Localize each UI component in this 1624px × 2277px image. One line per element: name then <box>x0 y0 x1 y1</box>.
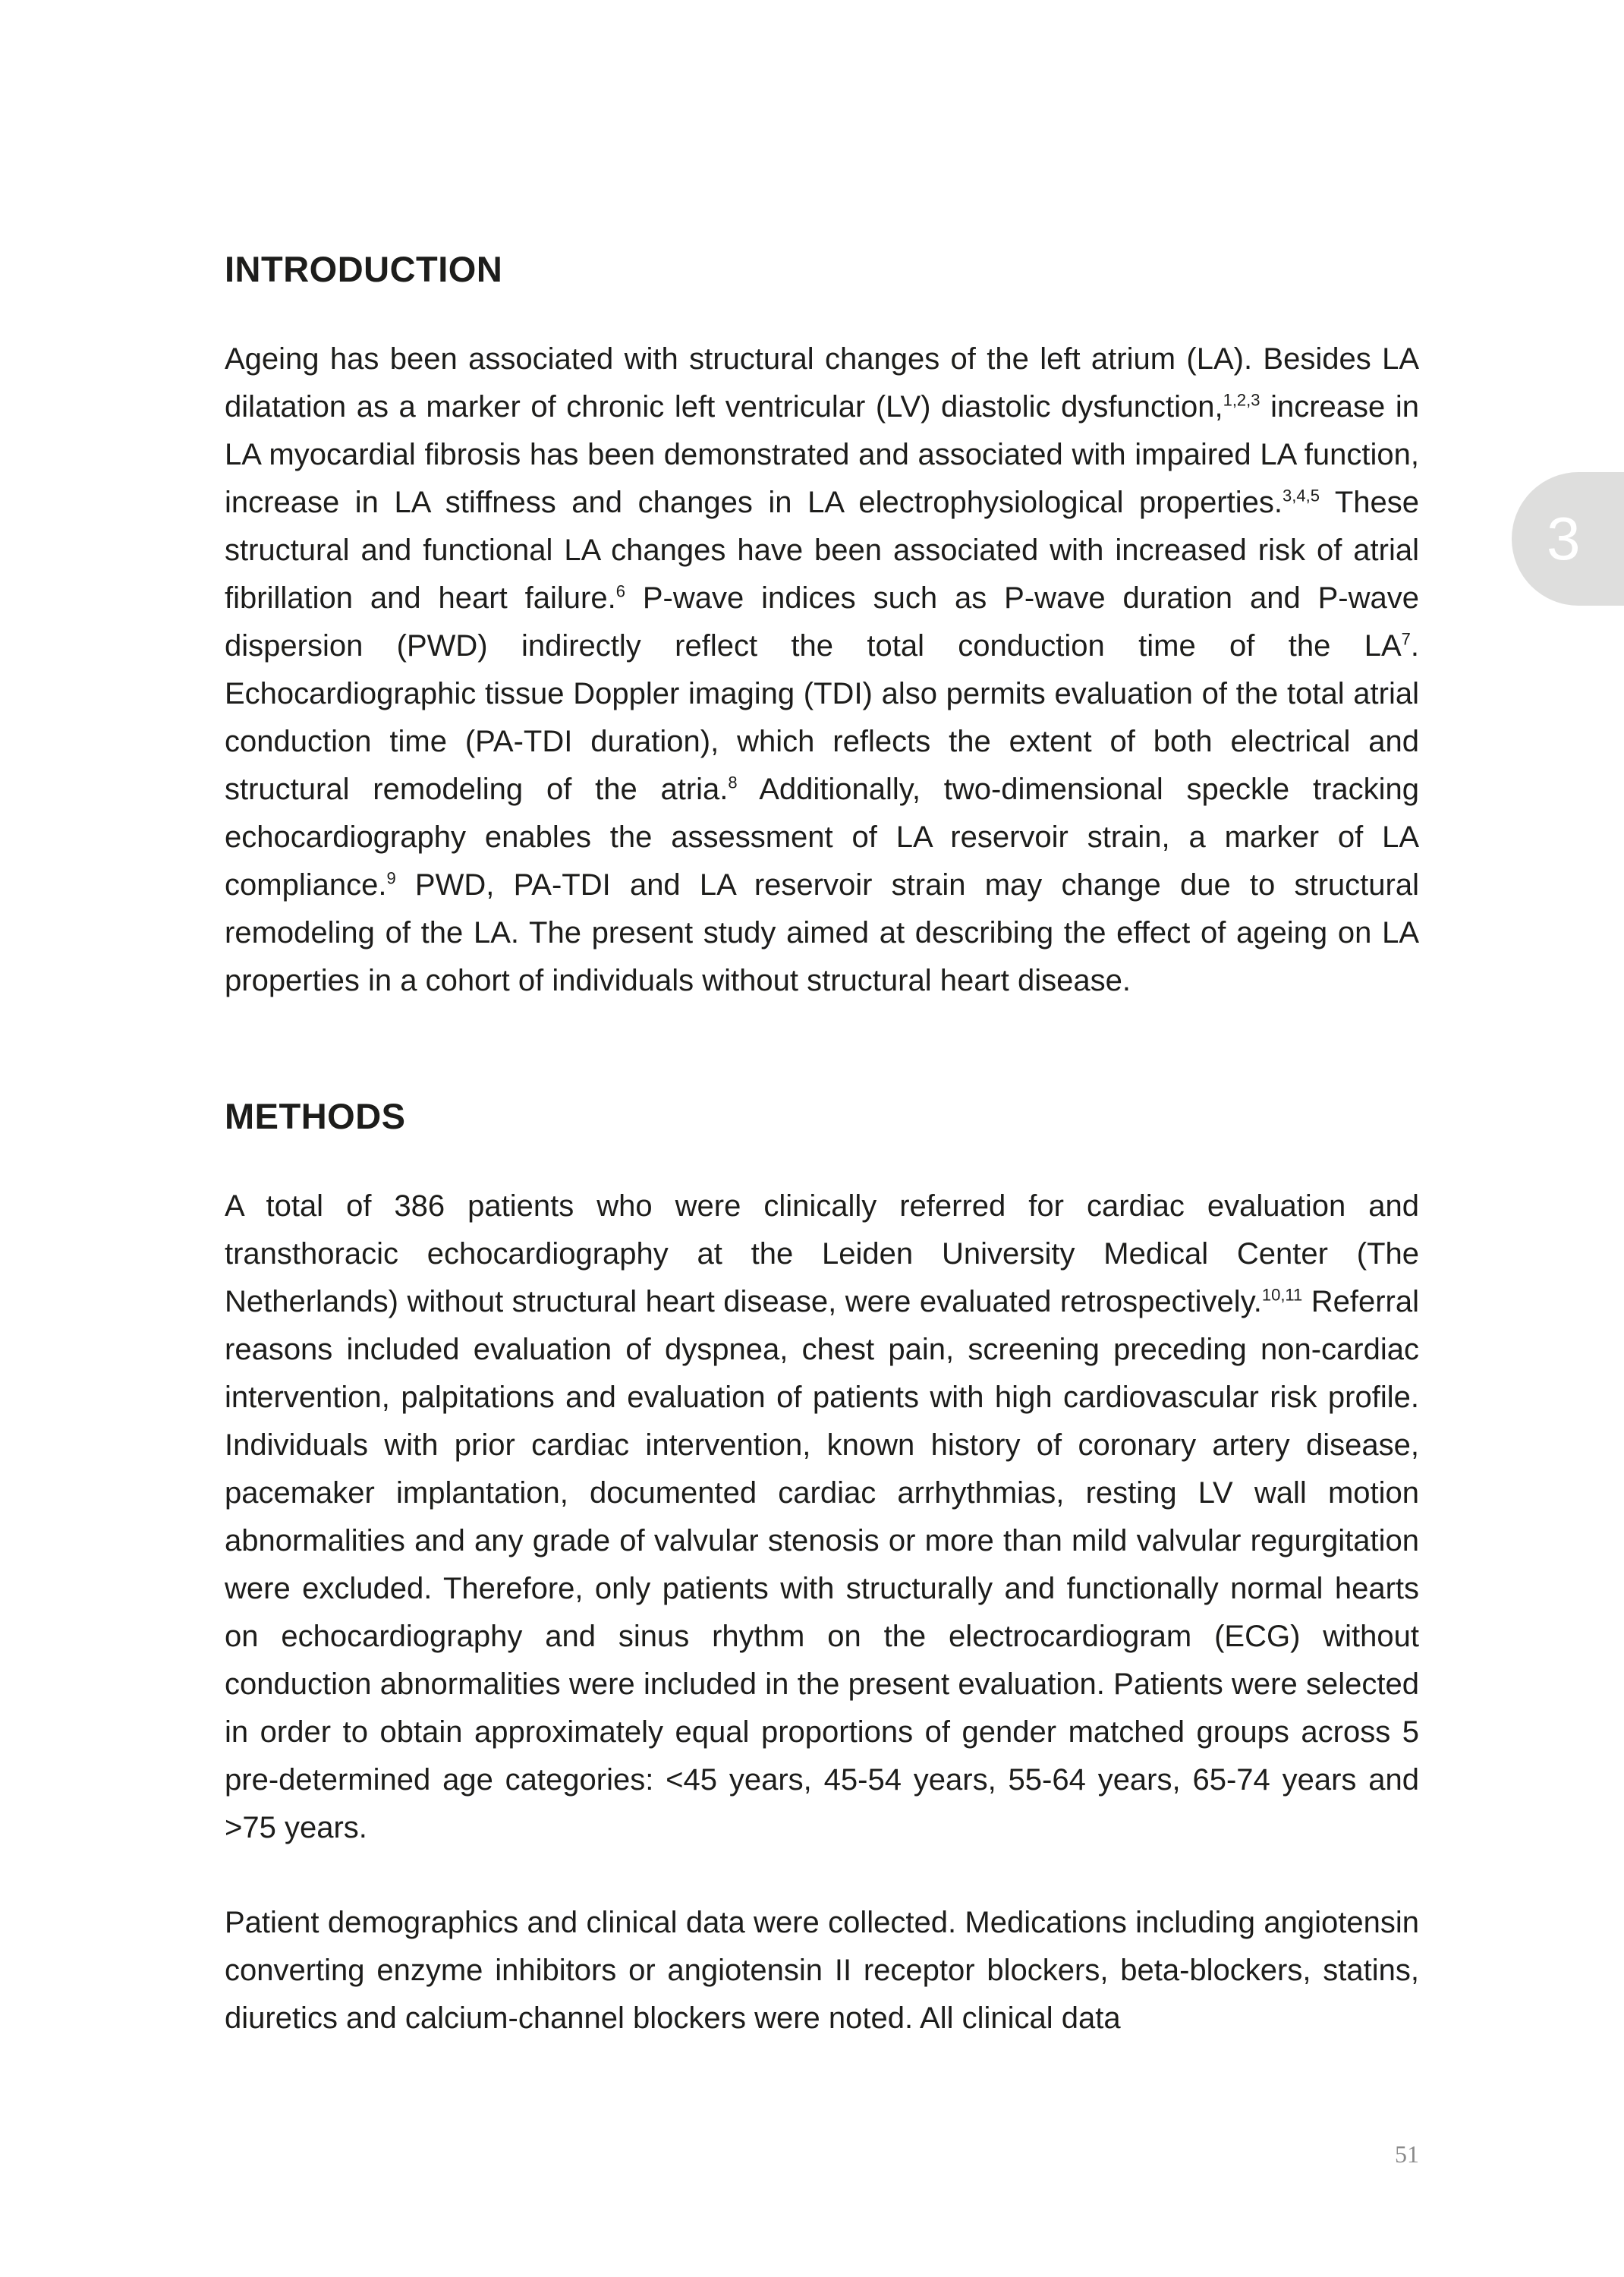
text-run: . Echocardiographic tissue Doppler imaging (TDI) also permits evaluation of the total atrial conduction time (PA-TDI duration), which reflects the extent of both electrical and structural remodeling of the atria. <box>225 629 1419 806</box>
methods-paragraph-2: Patient demographics and clinical data were collected. Medications including angiotensin converting enzyme inhibitors or angiotensin II receptor blockers, beta-blockers, statins, diuretics and calcium-channel blockers were noted. All clinical data <box>225 1906 1419 2035</box>
text-run: Ageing has been associated with structural changes of the left atrium (LA). Besides LA dilatation as a marker of chronic left ventricular (LV) diastolic dysfunction, <box>225 342 1419 424</box>
chapter-tab <box>1512 472 1624 606</box>
citation-ref: 6 <box>615 581 625 601</box>
chapter-number: 3 <box>1547 505 1581 572</box>
citation-ref: 7 <box>1401 629 1411 649</box>
methods-paragraph-1 <box>225 1183 1419 1852</box>
introduction-paragraph <box>225 335 1419 1005</box>
introduction-heading: INTRODUCTION <box>225 249 503 289</box>
citation-ref: 3,4,5 <box>1283 486 1320 505</box>
page-number: 51 <box>1395 2140 1419 2168</box>
page-content <box>225 241 1419 2042</box>
citation-ref: 8 <box>728 773 738 792</box>
text-run: A total of 386 patients who were clinically referred for cardiac evaluation and transthoracic echocardiography at the Leiden University Medical Center (The Netherlands) without structural heart disease, were evaluated retrospectively. <box>225 1189 1419 1318</box>
text-run: PWD, PA-TDI and LA reservoir strain may change due to structural remodeling of the LA. The present study aimed at describing the effect of ageing on LA properties in a cohort of individuals without structural heart disease. <box>225 868 1419 997</box>
citation-ref: 10,11 <box>1261 1285 1303 1305</box>
text-run: These structural and functional LA changes have been associated with increased risk of atrial fibrillation and heart failure. <box>225 486 1420 615</box>
citation-ref: 9 <box>386 868 396 888</box>
text-run: P-wave indices such as P-wave duration and P-wave dispersion (PWD) indirectly reflect the total conduction time of the LA <box>225 581 1419 663</box>
text-run: Referral reasons included evaluation of dyspnea, chest pain, screening preceding non-cardiac intervention, palpitations and evaluation of patients with high cardiovascular risk profile. Individuals with prior cardiac intervention, known history of coronary artery disease, pacemaker implantation, documented cardiac arrhythmias, resting LV wall motion abnormalities and any grade of valvular stenosis or more than mild valvular regurgitation were excluded. Therefore, only patients with structurally and functionally normal hearts on echocardiography and sinus rhythm on the electrocardiogram (ECG) without conduction abnormalities were included in the present evaluation. Patients were selected in order to obtain approximately equal proportions of gender matched groups across 5 pre-determined age categories: <45 years, 45-54 years, 55-64 years, 65-74 years and >75 years. <box>225 1285 1419 1844</box>
citation-ref: 1,2,3 <box>1223 390 1260 410</box>
methods-heading: METHODS <box>225 1096 406 1136</box>
text-run: Additionally, two-dimensional speckle tracking echocardiography enables the assessment of LA reservoir strain, a marker of LA compliance. <box>225 773 1419 902</box>
text-run: increase in LA myocardial fibrosis has been demonstrated and associated with impaired LA function, increase in LA stiffness and changes in LA electrophysiological properties. <box>225 390 1419 519</box>
